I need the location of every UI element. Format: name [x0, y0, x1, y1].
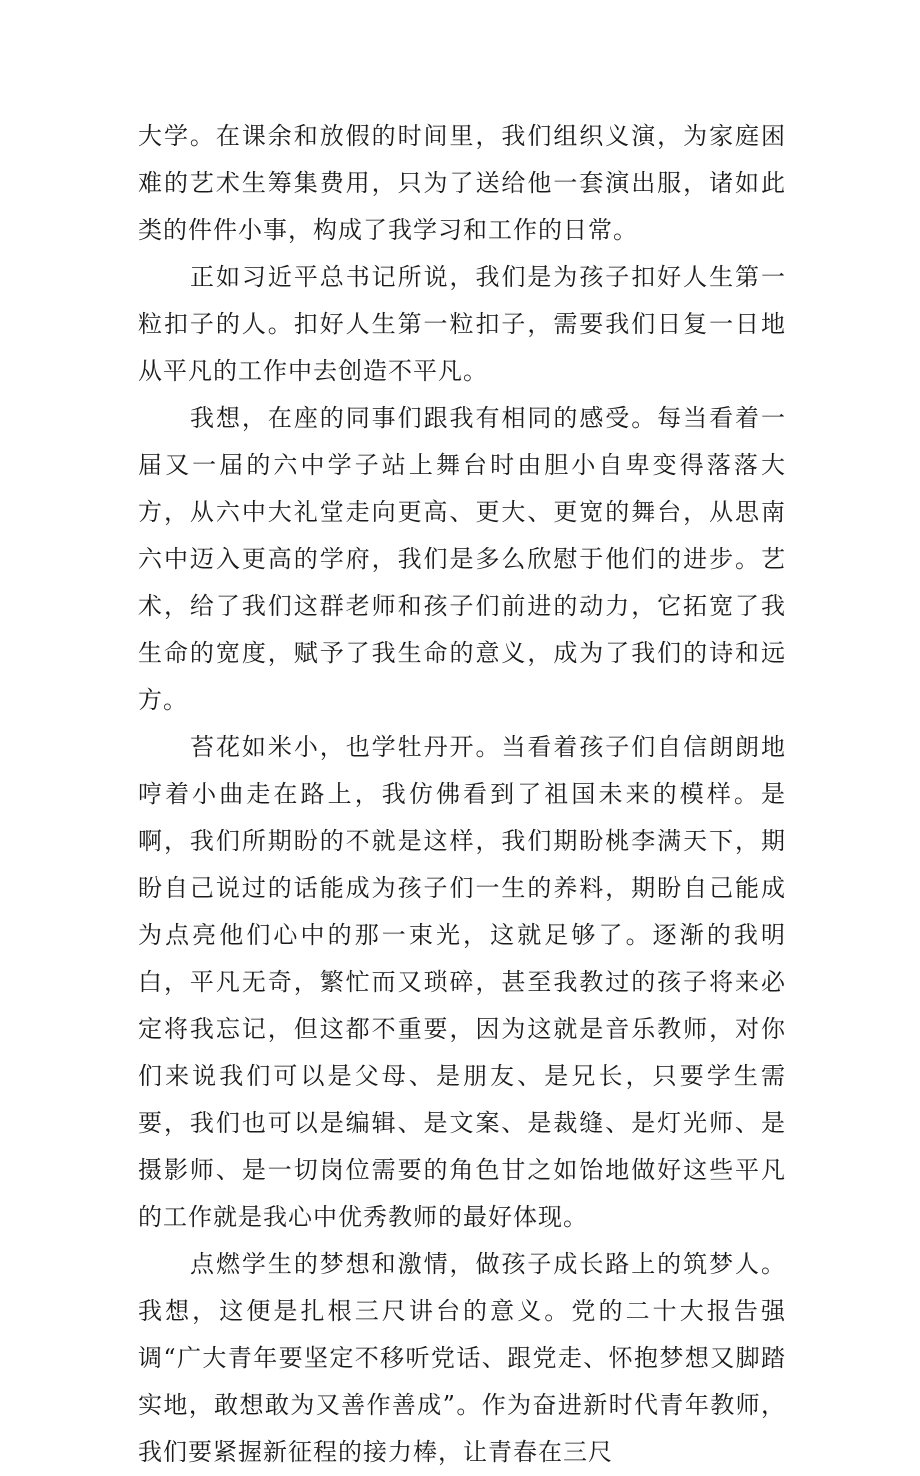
document-body — [138, 113, 786, 1476]
paragraph-5: 点燃学生的梦想和激情，做孩子成长路上的筑梦人。我想，这便是扎根三尺讲台的意义。党的二十大报告强调“广大青年要坚定不移听党话、跟党走、怀抱梦想又脚踏实地，敢想敢为又善作善成”。作为奋进新时代青年教师，我们要紧握新征程的接力棒，让青春在三尺 — [138, 1250, 786, 1466]
paragraph-4: 苔花如米小，也学牡丹开。当看着孩子们自信朗朗地哼着小曲走在路上，我仿佛看到了祖国未来的模样。是啊，我们所期盼的不就是这样，我们期盼桃李满天下，期盼自己说过的话能成为孩子们一生的养料，期盼自己能成为点亮他们心中的那一束光，这就足够了。逐渐的我明白，平凡无奇，繁忙而又琐碎，甚至我教过的孩子将来必定将我忘记，但这都不重要，因为这就是音乐教师，对你们来说我们可以是父母、是朋友、是兄长，只要学生需要，我们也可以是编辑、是文案、是裁缝、是灯光师、是摄影师、是一切岗位需要的角色甘之如饴地做好这些平凡的工作就是我心中优秀教师的最好体现。 — [138, 733, 786, 1231]
paragraph-3: 我想，在座的同事们跟我有相同的感受。每当看着一届又一届的六中学子站上舞台时由胆小自卑变得落落大方，从六中大礼堂走向更高、更大、更宽的舞台，从思南六中迈入更高的学府，我们是多么欣慰于他们的进步。艺术，给了我们这群老师和孩子们前进的动力，它拓宽了我生命的宽度，赋予了我生命的意义，成为了我们的诗和远方。 — [138, 404, 786, 714]
paragraph-1: 大学。在课余和放假的时间里，我们组织义演，为家庭困难的艺术生筹集费用，只为了送给他一套演出服，诸如此类的件件小事，构成了我学习和工作的日常。 — [138, 122, 786, 244]
paragraph-2: 正如习近平总书记所说，我们是为孩子扣好人生第一粒扣子的人。扣好人生第一粒扣子，需要我们日复一日地从平凡的工作中去创造不平凡。 — [138, 263, 786, 385]
